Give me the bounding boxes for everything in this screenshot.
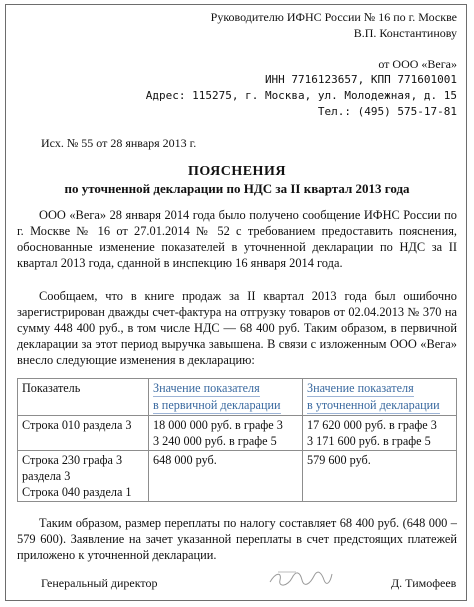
row1-primary: 18 000 000 руб. в графе 3 3 240 000 руб. в графе 5	[149, 416, 303, 451]
changes-table	[17, 378, 457, 502]
table-row	[18, 416, 457, 451]
header-revised-line2: в уточненной декларации	[307, 398, 440, 412]
row2-primary: 648 000 руб.	[149, 451, 303, 502]
table-header-row	[18, 379, 457, 416]
signer-role: Генеральный директор	[41, 576, 158, 590]
outgoing-reference: Исх. № 55 от 28 января 2013 г.	[41, 136, 197, 150]
table-row	[18, 451, 457, 502]
recipient-line-2: В.П. Константинову	[353, 26, 457, 40]
signer-name: Д. Тимофеев	[391, 576, 457, 590]
header-indicator: Показатель	[18, 379, 149, 416]
header-revised-value	[303, 379, 457, 416]
header-primary-value	[149, 379, 303, 416]
sender-org: от ООО «Вега»	[378, 57, 457, 71]
row2-indicator: Строка 230 графа 3 раздела 3 Строка 040 раздела 1	[18, 451, 149, 502]
handwritten-signature	[266, 566, 336, 590]
header-revised-line1: Значение показателя	[307, 381, 414, 395]
paragraph-conclusion: Таким образом, размер переплаты по налогу составляет 68 400 руб. (648 000 – 579 600). Заявление на зачет указанной переплаты в счет предстоящих платежей приложено к уточненной декларации.	[17, 516, 457, 562]
document-subtitle: по уточненной декларации по НДС за II квартал 2013 года	[64, 181, 410, 196]
document-title: ПОЯСНЕНИЯ	[188, 164, 286, 179]
paragraph-request: ООО «Вега» 28 января 2014 года было получено сообщение ИФНС России по г. Москве № 16 от 27.01.2014 № 52 с требованием предоставить пояснения, обоснованные изменение показателей в уточненной декларации по НДС за II квартал 2013 года, сданной в инспекцию 16 января 2014 года.	[17, 208, 457, 270]
recipient-line-1: Руководителю ИФНС России № 16 по г. Москве	[210, 10, 457, 24]
sender-inn-kpp: ИНН 7716123657, КПП 771601001	[264, 73, 457, 86]
row1-indicator: Строка 010 раздела 3	[18, 416, 149, 451]
header-primary-line2: в первичной декларации	[153, 398, 281, 412]
header-primary-line1: Значение показателя	[153, 381, 260, 395]
paragraph-explanation: Сообщаем, что в книге продаж за II квартал 2013 года был ошибочно зарегистрирован дважды счет-фактура на отгрузку товаров от 02.04.2013 № 370 на сумму 448 400 руб., в том числе НДС — 68 400 руб. Таким образом, в первичной декларации за этот период выручка завышена. В связи с изложенным ООО «Вега» внесло следующие изменения в декларацию:	[17, 289, 457, 367]
row2-revised: 579 600 руб.	[303, 451, 457, 502]
sender-phone: Тел.: (495) 575-17-81	[317, 105, 457, 118]
row1-revised: 17 620 000 руб. в графе 3 3 171 600 руб. в графе 5	[303, 416, 457, 451]
sender-address: Адрес: 115275, г. Москва, ул. Молодежная, д. 15	[145, 89, 457, 102]
